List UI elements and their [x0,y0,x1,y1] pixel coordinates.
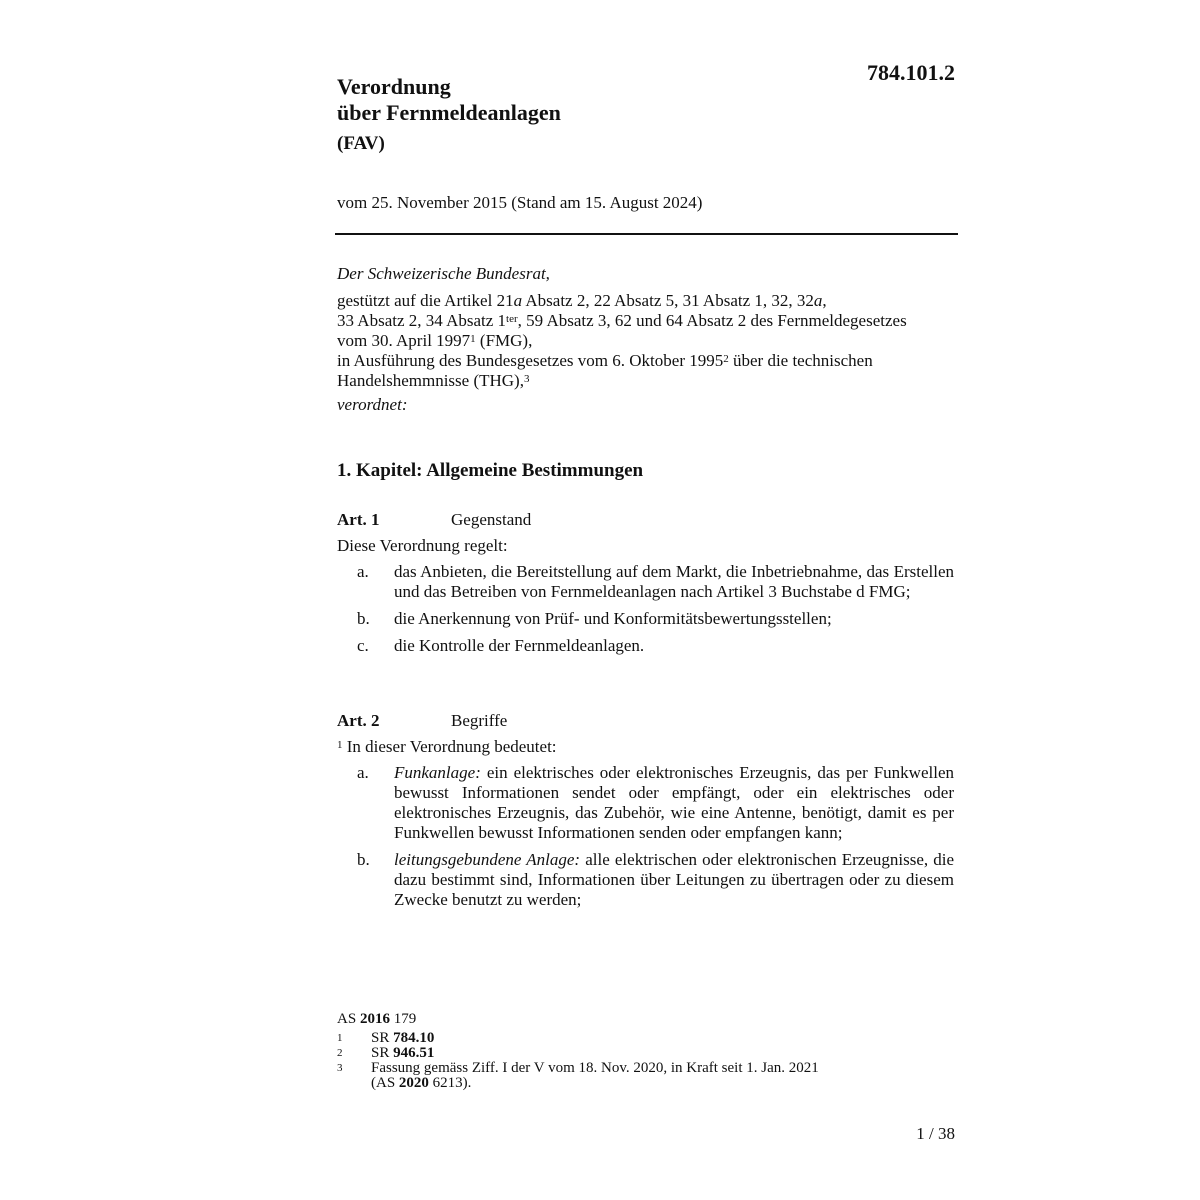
item-text: die Anerkennung von Prüf- und Konformitätsbewertungsstellen; [394,609,832,628]
paragraph-number: 1 [337,739,343,751]
title-divider [335,233,958,235]
footnote-1 [337,1031,897,1046]
preamble-issuer: Der Schweizerische Bundesrat, [337,264,550,283]
item-letter: a. [357,763,369,782]
date-line: vom 25. November 2015 (Stand am 15. August 2024) [337,193,703,212]
list-item [337,763,957,843]
as-page: 179 [389,1011,417,1027]
preamble-verordnet: verordnet: [337,395,408,414]
defined-term: Funkanlage: [394,763,481,782]
item-letter: a. [357,562,369,581]
definition-text: ein elektrisches oder elektronisches Erzeugnis, das per Funkwellen bewusst Informationen sendet oder empfängt, oder ein elektrisches oder elektronisches Erzeugnis, das Zubehör, wie eine Antenne, benötigt, damit es per Funkwellen bewusst Informationen senden oder empfangen kann; [394,763,954,842]
footnote-text: (AS [371,1075,399,1091]
article-1-header [337,510,957,530]
article-2 [337,711,957,917]
preamble-text: (FMG), [475,331,533,350]
preamble-text: 33 Absatz 2, 34 Absatz 1 [337,311,507,330]
title-line-1: Verordnung [337,74,451,99]
lead-text: In dieser Verordnung bedeutet: [342,737,557,756]
preamble-text: gestützt auf die Artikel 21 [337,291,514,310]
article-number: Art. 2 [337,711,380,730]
preamble-text: in Ausführung des Bundesgesetzes vom 6. Oktober 1995 [337,351,724,370]
as-year: 2016 [359,1011,390,1027]
footnote-sr-number: 946.51 [393,1045,435,1061]
footnote-ref-1[interactable]: 1 [470,333,476,345]
sr-number: 784.101.2 [867,60,955,85]
article-lead [337,737,957,757]
preamble-text: über die technischen [728,351,873,370]
item-text: die Kontrolle der Fernmeldeanlagen. [394,636,645,655]
article-heading: Gegenstand [451,510,532,529]
article-heading: Begriffe [451,711,508,730]
footnote-text: SR [371,1045,394,1061]
preamble-italic: a [513,291,523,310]
footnote-as-year: 2020 [398,1075,429,1091]
item-text [394,763,957,843]
preamble-italic: a [813,291,823,310]
article-1 [337,510,957,663]
footnote-text: 6213). [428,1075,472,1091]
as-prefix: AS [337,1011,360,1027]
footnote-number: 3 [337,1062,343,1074]
footnote-number: 1 [337,1032,343,1044]
footnote-text: SR [371,1030,394,1046]
chapter-heading: 1. Kapitel: Allgemeine Bestimmungen [337,460,644,481]
footnote-2 [337,1046,897,1061]
preamble-text: Handelshemmnisse (THG), [337,371,524,390]
list-item [337,636,957,656]
item-text [394,850,957,910]
as-reference [337,1012,897,1027]
footnote-ref-3[interactable]: 3 [523,373,530,385]
title-abbreviation: (FAV) [337,133,385,154]
footnote-ref-2[interactable]: 2 [723,353,729,365]
superscript-ter: ter [506,313,518,325]
preamble-text: , [822,291,827,310]
item-text: das Anbieten, die Bereitstellung auf dem Markt, die Inbetriebnahme, das Erstellen und das Betreiben von Fernmeldeanlagen nach Artikel 3 Buchstabe d FMG; [394,562,954,601]
preamble-text: Absatz 2, 22 Absatz 5, 31 Absatz 1, 32, 32 [522,291,814,310]
list-item [337,609,957,629]
preamble-basis [337,291,957,391]
title-block [337,74,837,155]
article-lead: Diese Verordnung regelt: [337,536,508,555]
preamble-text: , 59 Absatz 3, 62 und 64 Absatz 2 des Fernmeldegesetzes [517,311,907,330]
list-item [337,850,957,910]
footnotes [337,1012,897,1091]
footnote-text: Fassung gemäss Ziff. I der V vom 18. Nov. 2020, in Kraft seit 1. Jan. 2021 [371,1060,819,1076]
footnote-sr-number: 784.10 [393,1030,435,1046]
preamble [337,264,957,415]
title-line-2: über Fernmeldeanlagen [337,100,561,125]
item-letter: b. [357,850,370,869]
list-item [337,562,957,602]
footnote-number: 2 [337,1047,343,1059]
defined-term: leitungsgebundene Anlage: [394,850,581,869]
footnote-3 [337,1061,897,1091]
item-letter: c. [357,636,369,655]
page-number: 1 / 38 [916,1124,955,1143]
article-number: Art. 1 [337,510,380,529]
item-letter: b. [357,609,370,628]
definition-text: alle elektrischen oder elektronischen Erzeugnisse, die dazu bestimmt sind, Informationen über Leitungen zu übertragen oder zu diesem Zwecke benutzt zu werden; [394,850,955,909]
article-2-header [337,711,957,731]
preamble-text: vom 30. April 1997 [337,331,471,350]
